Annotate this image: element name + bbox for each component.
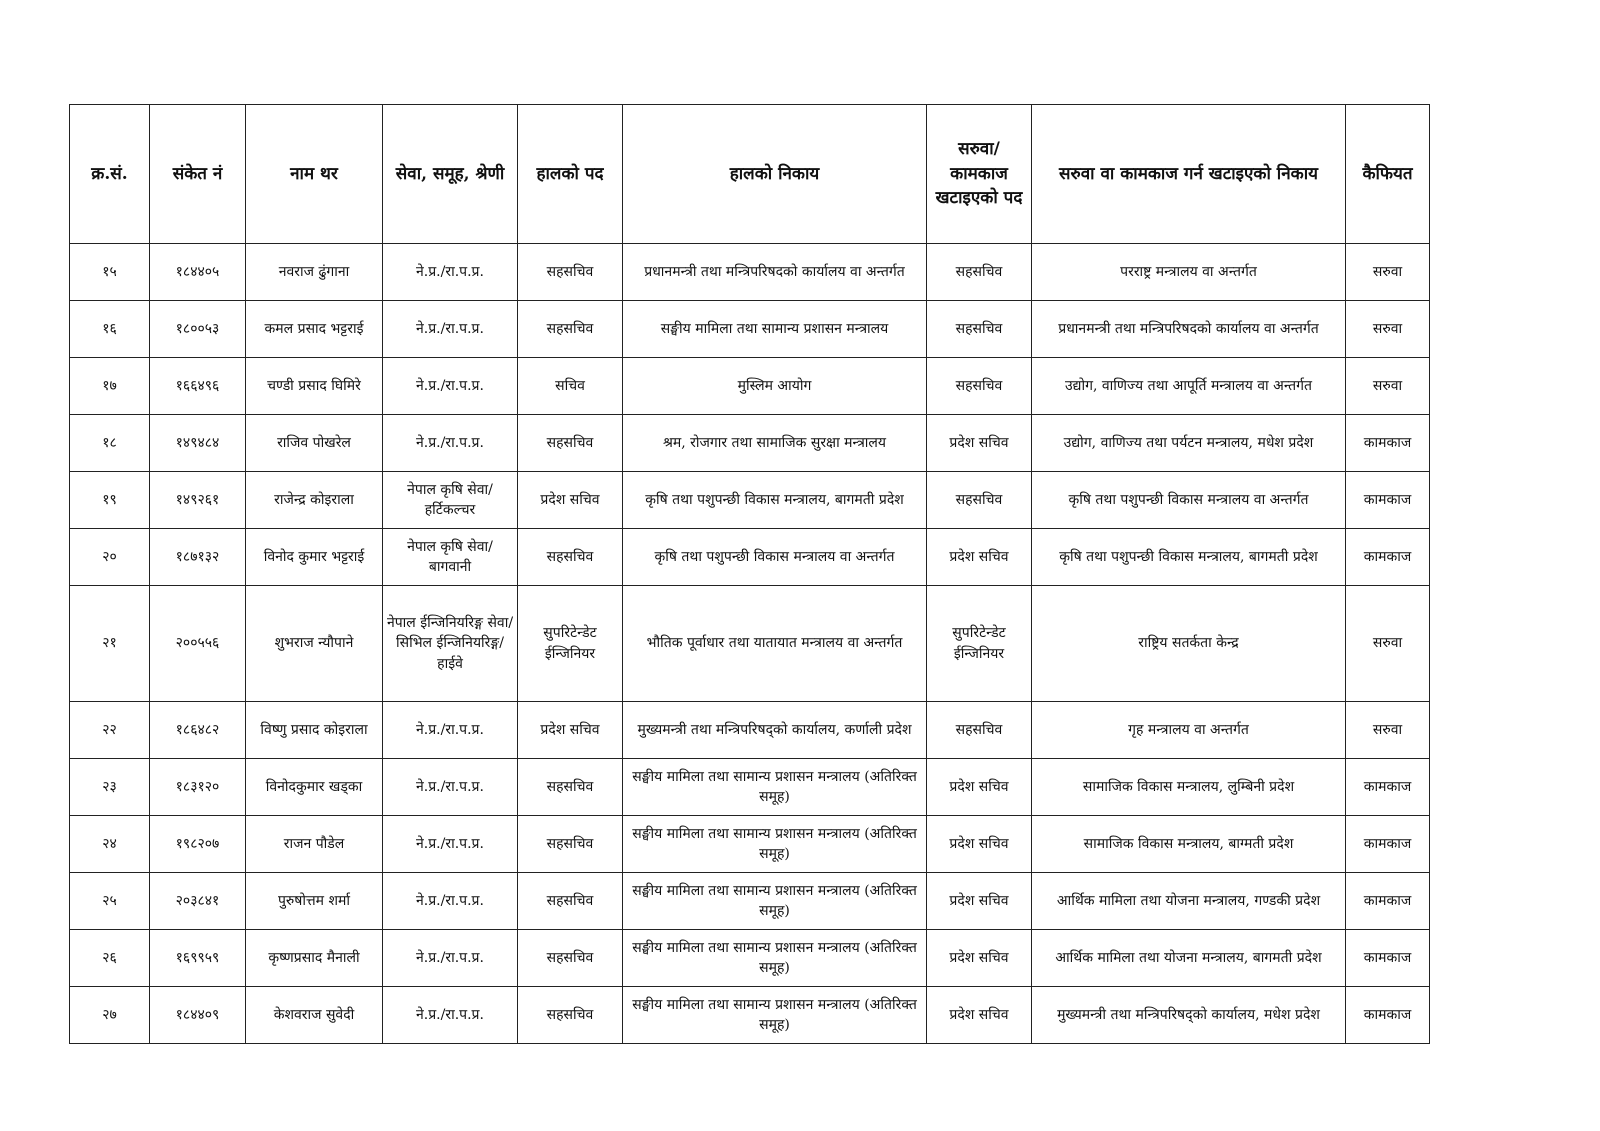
cell-current-post: प्रदेश सचिव <box>518 472 623 529</box>
header-current-post: हालको पद <box>518 105 623 244</box>
cell-serial: १७ <box>70 358 150 415</box>
cell-serial: १८ <box>70 415 150 472</box>
cell-service: ने.प्र./रा.प.प्र. <box>383 816 518 873</box>
cell-service: ने.प्र./रा.प.प्र. <box>383 358 518 415</box>
cell-assigned-post: प्रदेश सचिव <box>927 759 1032 816</box>
cell-current-office: सङ्घीय मामिला तथा सामान्य प्रशासन मन्त्रालय (अतिरिक्त समूह) <box>623 930 927 987</box>
cell-name: राजन पौडेल <box>246 816 383 873</box>
table-body <box>70 244 1430 1044</box>
cell-serial: १५ <box>70 244 150 301</box>
cell-assigned-office: राष्ट्रिय सतर्कता केन्द्र <box>1032 586 1346 702</box>
cell-service: ने.प्र./रा.प.प्र. <box>383 415 518 472</box>
cell-current-post: सहसचिव <box>518 930 623 987</box>
cell-assigned-office: उद्योग, वाणिज्य तथा आपूर्ति मन्त्रालय वा अन्तर्गत <box>1032 358 1346 415</box>
cell-name: केशवराज सुवेदी <box>246 987 383 1044</box>
cell-code: २०३८४१ <box>150 873 246 930</box>
table-row <box>70 586 1430 702</box>
cell-current-post: प्रदेश सचिव <box>518 702 623 759</box>
cell-name: विनोदकुमार खड्का <box>246 759 383 816</box>
cell-remark: कामकाज <box>1346 415 1430 472</box>
cell-current-office: श्रम, रोजगार तथा सामाजिक सुरक्षा मन्त्रालय <box>623 415 927 472</box>
cell-name: कृष्णप्रसाद मैनाली <box>246 930 383 987</box>
cell-remark: सरुवा <box>1346 358 1430 415</box>
cell-assigned-office: कृषि तथा पशुपन्छी विकास मन्त्रालय वा अन्तर्गत <box>1032 472 1346 529</box>
cell-name: शुभराज न्यौपाने <box>246 586 383 702</box>
cell-current-office: सङ्घीय मामिला तथा सामान्य प्रशासन मन्त्रालय (अतिरिक्त समूह) <box>623 873 927 930</box>
cell-assigned-post: सहसचिव <box>927 472 1032 529</box>
cell-service: ने.प्र./रा.प.प्र. <box>383 702 518 759</box>
cell-current-post: सचिव <box>518 358 623 415</box>
cell-code: १८००५३ <box>150 301 246 358</box>
table-row <box>70 301 1430 358</box>
cell-assigned-office: सामाजिक विकास मन्त्रालय, लुम्बिनी प्रदेश <box>1032 759 1346 816</box>
cell-service: ने.प्र./रा.प.प्र. <box>383 301 518 358</box>
cell-service: ने.प्र./रा.प.प्र. <box>383 930 518 987</box>
cell-remark: कामकाज <box>1346 529 1430 586</box>
header-remarks: कैफियत <box>1346 105 1430 244</box>
cell-serial: २१ <box>70 586 150 702</box>
cell-assigned-post: प्रदेश सचिव <box>927 930 1032 987</box>
cell-code: १८३१२० <box>150 759 246 816</box>
cell-code: १४९२६१ <box>150 472 246 529</box>
cell-assigned-office: गृह मन्त्रालय वा अन्तर्गत <box>1032 702 1346 759</box>
table-header <box>70 105 1430 244</box>
cell-assigned-office: मुख्यमन्त्री तथा मन्त्रिपरिषद्को कार्यालय, मधेश प्रदेश <box>1032 987 1346 1044</box>
table-row <box>70 358 1430 415</box>
cell-service: ने.प्र./रा.प.प्र. <box>383 244 518 301</box>
cell-current-office: सङ्घीय मामिला तथा सामान्य प्रशासन मन्त्रालय <box>623 301 927 358</box>
transfer-table <box>69 104 1430 1044</box>
cell-remark: कामकाज <box>1346 816 1430 873</box>
cell-assigned-post: सुपरिटेन्डेट ईन्जिनियर <box>927 586 1032 702</box>
cell-remark: कामकाज <box>1346 873 1430 930</box>
header-name: नाम थर <box>246 105 383 244</box>
table-row <box>70 472 1430 529</box>
cell-name: विनोद कुमार भट्टराई <box>246 529 383 586</box>
table-row <box>70 873 1430 930</box>
table-row <box>70 816 1430 873</box>
cell-assigned-post: सहसचिव <box>927 702 1032 759</box>
header-serial: क्र.सं. <box>70 105 150 244</box>
cell-remark: कामकाज <box>1346 472 1430 529</box>
cell-assigned-office: परराष्ट्र मन्त्रालय वा अन्तर्गत <box>1032 244 1346 301</box>
table-row <box>70 759 1430 816</box>
header-current-office: हालको निकाय <box>623 105 927 244</box>
cell-name: चण्डी प्रसाद घिमिरे <box>246 358 383 415</box>
cell-assigned-office: आर्थिक मामिला तथा योजना मन्त्रालय, गण्डकी प्रदेश <box>1032 873 1346 930</box>
cell-code: १४९४८४ <box>150 415 246 472</box>
cell-code: १६६४९६ <box>150 358 246 415</box>
cell-code: १८६४८२ <box>150 702 246 759</box>
cell-current-office: मुस्लिम आयोग <box>623 358 927 415</box>
cell-service: नेपाल कृषि सेवा/बागवानी <box>383 529 518 586</box>
cell-assigned-office: उद्योग, वाणिज्य तथा पर्यटन मन्त्रालय, मधेश प्रदेश <box>1032 415 1346 472</box>
cell-current-post: सहसचिव <box>518 244 623 301</box>
cell-serial: १९ <box>70 472 150 529</box>
cell-assigned-post: प्रदेश सचिव <box>927 987 1032 1044</box>
cell-current-post: सहसचिव <box>518 301 623 358</box>
cell-current-post: सहसचिव <box>518 529 623 586</box>
cell-serial: २६ <box>70 930 150 987</box>
cell-serial: २० <box>70 529 150 586</box>
cell-service: ने.प्र./रा.प.प्र. <box>383 987 518 1044</box>
cell-current-office: सङ्घीय मामिला तथा सामान्य प्रशासन मन्त्रालय (अतिरिक्त समूह) <box>623 759 927 816</box>
cell-remark: सरुवा <box>1346 301 1430 358</box>
cell-code: १६९९५९ <box>150 930 246 987</box>
cell-remark: सरुवा <box>1346 702 1430 759</box>
header-row <box>70 105 1430 244</box>
cell-remark: कामकाज <box>1346 759 1430 816</box>
cell-assigned-post: प्रदेश सचिव <box>927 816 1032 873</box>
table-row <box>70 987 1430 1044</box>
cell-remark: कामकाज <box>1346 930 1430 987</box>
cell-name: राजिव पोखरेल <box>246 415 383 472</box>
cell-current-post: सहसचिव <box>518 759 623 816</box>
cell-assigned-post: सहसचिव <box>927 244 1032 301</box>
cell-assigned-office: सामाजिक विकास मन्त्रालय, बाग्मती प्रदेश <box>1032 816 1346 873</box>
cell-current-office: सङ्घीय मामिला तथा सामान्य प्रशासन मन्त्रालय (अतिरिक्त समूह) <box>623 816 927 873</box>
cell-serial: २३ <box>70 759 150 816</box>
cell-assigned-office: कृषि तथा पशुपन्छी विकास मन्त्रालय, बागमती प्रदेश <box>1032 529 1346 586</box>
cell-code: १९८२०७ <box>150 816 246 873</box>
cell-code: १८४४०५ <box>150 244 246 301</box>
table-row <box>70 529 1430 586</box>
cell-service: ने.प्र./रा.प.प्र. <box>383 759 518 816</box>
cell-remark: सरुवा <box>1346 244 1430 301</box>
cell-name: राजेन्द्र कोइराला <box>246 472 383 529</box>
header-assigned-post: सरुवा/कामकाज खटाइएको पद <box>927 105 1032 244</box>
cell-assigned-post: प्रदेश सचिव <box>927 415 1032 472</box>
cell-assigned-post: सहसचिव <box>927 301 1032 358</box>
header-service: सेवा, समूह, श्रेणी <box>383 105 518 244</box>
cell-current-post: सहसचिव <box>518 415 623 472</box>
cell-name: कमल प्रसाद भट्टराई <box>246 301 383 358</box>
cell-assigned-office: प्रधानमन्त्री तथा मन्त्रिपरिषदको कार्यालय वा अन्तर्गत <box>1032 301 1346 358</box>
cell-service: नेपाल कृषि सेवा/हर्टिकल्चर <box>383 472 518 529</box>
cell-assigned-post: सहसचिव <box>927 358 1032 415</box>
cell-current-post: सहसचिव <box>518 987 623 1044</box>
cell-serial: २४ <box>70 816 150 873</box>
cell-service: ने.प्र./रा.प.प्र. <box>383 873 518 930</box>
cell-current-office: कृषि तथा पशुपन्छी विकास मन्त्रालय, बागमती प्रदेश <box>623 472 927 529</box>
cell-assigned-office: आर्थिक मामिला तथा योजना मन्त्रालय, बागमती प्रदेश <box>1032 930 1346 987</box>
cell-name: विष्णु प्रसाद कोइराला <box>246 702 383 759</box>
cell-code: २००५५६ <box>150 586 246 702</box>
cell-serial: १६ <box>70 301 150 358</box>
table-row <box>70 415 1430 472</box>
cell-assigned-post: प्रदेश सचिव <box>927 529 1032 586</box>
cell-code: १८७१३२ <box>150 529 246 586</box>
cell-current-post: सहसचिव <box>518 816 623 873</box>
cell-name: पुरुषोत्तम शर्मा <box>246 873 383 930</box>
cell-current-office: कृषि तथा पशुपन्छी विकास मन्त्रालय वा अन्तर्गत <box>623 529 927 586</box>
cell-current-office: सङ्घीय मामिला तथा सामान्य प्रशासन मन्त्रालय (अतिरिक्त समूह) <box>623 987 927 1044</box>
header-assigned-office: सरुवा वा कामकाज गर्न खटाइएको निकाय <box>1032 105 1346 244</box>
cell-current-office: भौतिक पूर्वाधार तथा यातायात मन्त्रालय वा अन्तर्गत <box>623 586 927 702</box>
table-row <box>70 244 1430 301</box>
cell-code: १८४४०९ <box>150 987 246 1044</box>
cell-current-post: सुपरिटेन्डेट ईन्जिनियर <box>518 586 623 702</box>
cell-remark: सरुवा <box>1346 586 1430 702</box>
cell-service: नेपाल ईन्जिनियरिङ्ग सेवा/सिभिल ईन्जिनियरिङ्ग/हाईवे <box>383 586 518 702</box>
table-row <box>70 930 1430 987</box>
cell-current-office: प्रधानमन्त्री तथा मन्त्रिपरिषदको कार्यालय वा अन्तर्गत <box>623 244 927 301</box>
cell-serial: २५ <box>70 873 150 930</box>
cell-remark: कामकाज <box>1346 987 1430 1044</box>
cell-serial: २२ <box>70 702 150 759</box>
cell-current-office: मुख्यमन्त्री तथा मन्त्रिपरिषद्को कार्यालय, कर्णाली प्रदेश <box>623 702 927 759</box>
cell-current-post: सहसचिव <box>518 873 623 930</box>
cell-name: नवराज ढुंगाना <box>246 244 383 301</box>
header-code: संकेत नं <box>150 105 246 244</box>
table-row <box>70 702 1430 759</box>
cell-assigned-post: प्रदेश सचिव <box>927 873 1032 930</box>
cell-serial: २७ <box>70 987 150 1044</box>
